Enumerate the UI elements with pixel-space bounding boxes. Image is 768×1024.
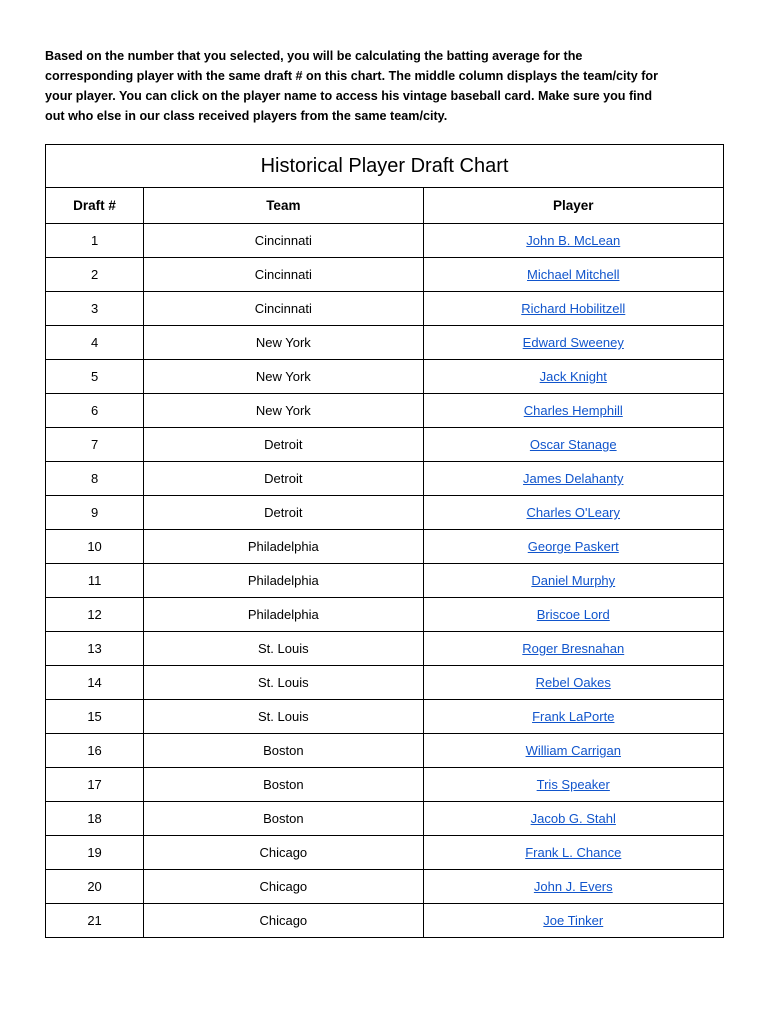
header-draft-number: Draft # [46,188,144,224]
player-link[interactable]: Charles O'Leary [526,505,621,520]
draft-chart-table [45,144,724,938]
table-title [46,145,724,188]
player-cell [423,496,723,530]
team-cell: St. Louis [144,666,423,700]
team-cell: Chicago [144,836,423,870]
draft-number-cell: 14 [46,666,144,700]
header-row [46,188,724,224]
draft-number-cell: 21 [46,904,144,938]
player-link[interactable]: Charles Hemphill [523,403,623,418]
draft-number-cell: 9 [46,496,144,530]
player-cell [423,598,723,632]
player-link[interactable]: Jack Knight [539,369,607,384]
team-cell: St. Louis [144,632,423,666]
draft-number-cell: 1 [46,224,144,258]
draft-number-cell: 20 [46,870,144,904]
player-link[interactable]: Joe Tinker [543,913,604,928]
player-link[interactable]: William Carrigan [525,743,621,758]
team-cell: New York [144,360,423,394]
player-cell [423,394,723,428]
team-cell: Philadelphia [144,530,423,564]
team-cell: Boston [144,734,423,768]
draft-number-cell: 19 [46,836,144,870]
table-row [46,496,724,530]
table-row [46,768,724,802]
player-link[interactable]: Frank LaPorte [532,709,615,724]
draft-number-cell: 7 [46,428,144,462]
draft-number-cell: 13 [46,632,144,666]
table-row [46,836,724,870]
table-row [46,564,724,598]
table-row [46,802,724,836]
instructions-line: Based on the number that you selected, you will be calculating the batting average for the [45,49,583,63]
player-link[interactable]: Roger Bresnahan [522,641,625,656]
draft-number-cell: 5 [46,360,144,394]
player-link[interactable]: Daniel Murphy [531,573,616,588]
player-cell [423,632,723,666]
table-row [46,870,724,904]
draft-number-cell: 16 [46,734,144,768]
player-cell [423,530,723,564]
table-row [46,904,724,938]
player-link[interactable]: John B. McLean [526,233,621,248]
draft-number-cell: 2 [46,258,144,292]
instructions-line: out who else in our class received players from the same team/city. [45,109,448,123]
team-cell: St. Louis [144,700,423,734]
header-player: Player [423,188,723,224]
player-cell [423,326,723,360]
player-cell [423,904,723,938]
team-cell: Philadelphia [144,564,423,598]
instructions-line: your player. You can click on the player name to access his vintage baseball card. Make sure you find [45,89,653,103]
table-row [46,326,724,360]
player-cell [423,734,723,768]
instructions-paragraph [45,46,735,126]
player-cell [423,292,723,326]
player-link[interactable]: Rebel Oakes [535,675,611,690]
player-cell [423,870,723,904]
draft-number-cell: 3 [46,292,144,326]
draft-number-cell: 6 [46,394,144,428]
player-cell [423,462,723,496]
draft-number-cell: 18 [46,802,144,836]
table-row [46,734,724,768]
table-row [46,700,724,734]
team-cell: Detroit [144,428,423,462]
player-link[interactable]: Briscoe Lord [536,607,610,622]
team-cell: Chicago [144,904,423,938]
draft-number-cell: 17 [46,768,144,802]
team-cell: Chicago [144,870,423,904]
player-link[interactable]: James Delahanty [523,471,624,486]
table-row [46,462,724,496]
player-cell [423,768,723,802]
draft-number-cell: 8 [46,462,144,496]
table-row [46,360,724,394]
team-cell: Cincinnati [144,292,423,326]
draft-number-cell: 10 [46,530,144,564]
table-row [46,598,724,632]
team-cell: Cincinnati [144,258,423,292]
table-row [46,666,724,700]
team-cell: Philadelphia [144,598,423,632]
team-cell: Detroit [144,462,423,496]
table-row [46,258,724,292]
team-cell: New York [144,326,423,360]
player-link[interactable]: Tris Speaker [536,777,610,792]
player-cell [423,802,723,836]
player-link[interactable]: Jacob G. Stahl [530,811,616,826]
player-cell [423,564,723,598]
table-row [46,394,724,428]
player-link[interactable]: Oscar Stanage [529,437,617,452]
draft-number-cell: 15 [46,700,144,734]
table-row [46,292,724,326]
player-cell [423,836,723,870]
player-cell [423,224,723,258]
player-link[interactable]: John J. Evers [533,879,613,894]
draft-number-cell: 11 [46,564,144,598]
draft-number-cell: 12 [46,598,144,632]
team-cell: New York [144,394,423,428]
table-title-text: Historical Player Draft Chart [260,154,509,177]
player-cell [423,360,723,394]
player-link[interactable]: Richard Hobilitzell [521,301,626,316]
player-cell [423,700,723,734]
player-link[interactable]: Edward Sweeney [522,335,624,350]
table-row [46,224,724,258]
player-cell [423,258,723,292]
player-link[interactable]: George Paskert [527,539,619,554]
team-cell: Boston [144,768,423,802]
player-link[interactable]: Michael Mitchell [527,267,620,282]
team-cell: Detroit [144,496,423,530]
table-row [46,632,724,666]
table-body [46,224,724,938]
draft-number-cell: 4 [46,326,144,360]
player-link[interactable]: Frank L. Chance [525,845,622,860]
table-row [46,428,724,462]
table-row [46,530,724,564]
team-cell: Cincinnati [144,224,423,258]
player-cell [423,666,723,700]
instructions-line: corresponding player with the same draft # on this chart. The middle column displays the team/city for [45,69,659,83]
team-cell: Boston [144,802,423,836]
title-row [46,145,724,188]
player-cell [423,428,723,462]
header-team: Team [144,188,423,224]
